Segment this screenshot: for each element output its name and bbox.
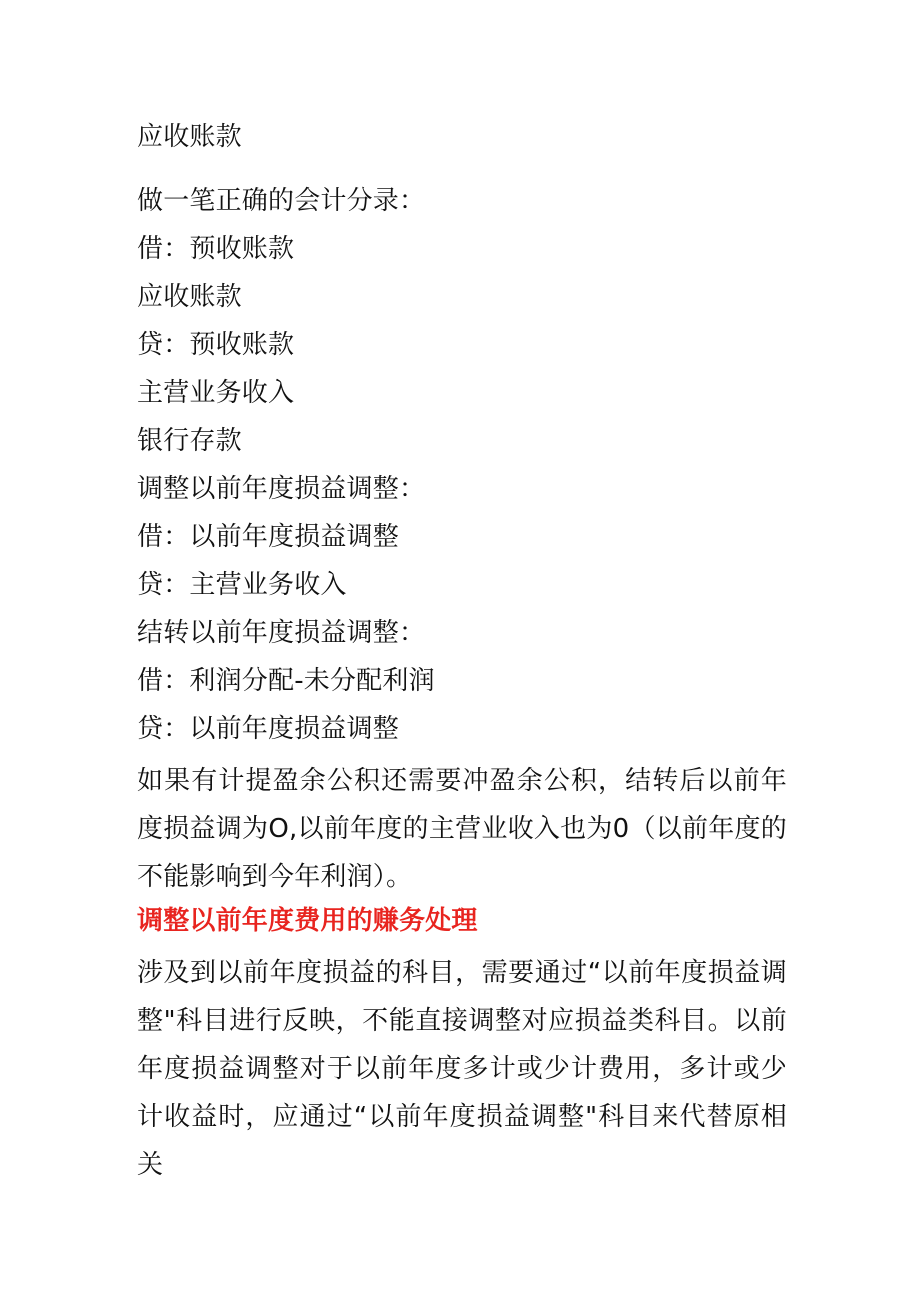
text-line-debit-advance: 借：预收账款 bbox=[137, 234, 295, 264]
section-heading: 调整以前年度费用的赚务处理 bbox=[137, 906, 478, 936]
paragraph-surplus-reserve: 如果有计提盈余公积还需要冲盈余公积，结转后以前年度损益调为O,以前年度的主营业收入也为0（以前年度的不能影响到今年利润）。 bbox=[137, 766, 787, 892]
text-line-credit-prior-year: 贷：以前年度损益调整 bbox=[137, 714, 400, 744]
text-line-credit-main-revenue: 贷：主营业务收入 bbox=[137, 570, 347, 600]
text-line-debit-prior-year: 借：以前年度损益调整 bbox=[137, 522, 400, 552]
paragraph-prior-year-adjustment: 涉及到以前年度损益的科目，需要通过“以前年度损益调整"科目进行反映，不能直接调整对应损益类科目。以前年度损益调整对于以前年度多计或少计费用，多计或少计收益时，应通过“以前年度损益调整"科目来代替原相关 bbox=[137, 958, 787, 1180]
text-line-receivable: 应收账款 bbox=[137, 122, 242, 152]
text-line-main-revenue: 主营业务收入 bbox=[137, 378, 295, 408]
text-line-journal-entry-intro: 做一笔正确的会计分录： bbox=[137, 186, 426, 216]
text-line-receivable-2: 应收账款 bbox=[137, 282, 242, 312]
text-line-credit-advance: 贷：预收账款 bbox=[137, 330, 295, 360]
text-line-carry-forward: 结转以前年度损益调整： bbox=[137, 618, 426, 648]
text-line-adjust-prior-year: 调整以前年度损益调整： bbox=[137, 474, 426, 504]
text-line-bank-deposit: 银行存款 bbox=[137, 426, 242, 456]
text-line-debit-profit-distribution: 借：利润分配-未分配利润 bbox=[137, 666, 435, 696]
